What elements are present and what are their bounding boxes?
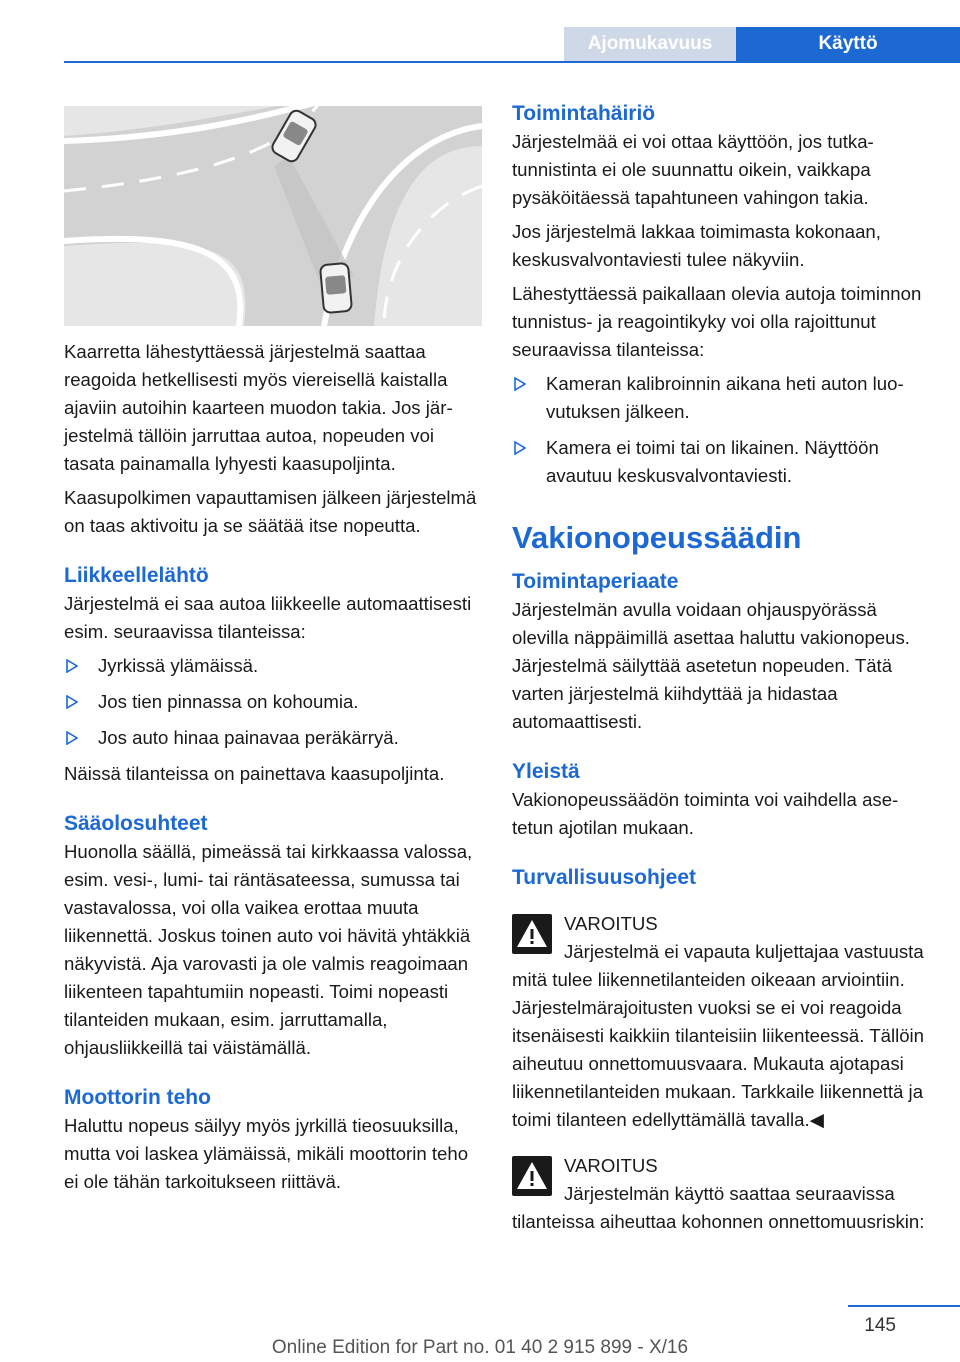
warning-title: VAROITUS [564, 1155, 658, 1176]
after-bullets-paragraph: Näissä tilanteissa on painettava kaasupoljinta. [64, 763, 445, 784]
liikkeellelahto-paragraph: Järjestelmä ei saa autoa liikkeelle automaattisesti esim. seuraavissa tilanteissa: [64, 593, 472, 642]
triangle-right-icon [514, 377, 526, 391]
saaolosuhteet-paragraph: Huonolla säällä, pimeässä tai kirkkaassa valossa, esim. vesi-, lumi- tai räntäsateessa, sumussa tai vastavalossa, voi olla vaikea erottaa muuta liikennettä. Joskus toinen auto voi hävitä yhtäkkiä näkyvistä. Aja varovasti ja ole valmis reagoimaan liikenteen tapahtumiin nopeasti. Toimi nopeasti tilanteiden mukaan, esim. jarruttamalla, ohjausliikkeillä tai väistämällä. [64, 841, 473, 1058]
warning-triangle-icon [512, 914, 552, 954]
list-item-text: Kamera ei toimi tai on likainen. Näyttöön avautuu keskusvalvontaviesti. [546, 437, 879, 486]
warning-text-span: Järjestelmän käyttö saattaa seuraavissa tilanteissa aiheuttaa kohonnen onnettomuusriskin: [512, 1183, 925, 1232]
list-item [64, 724, 482, 752]
list-item [64, 652, 482, 680]
curve-illustration [64, 106, 482, 326]
heading-turvallisuusohjeet: Turvallisuusohjeet [512, 866, 696, 889]
warning-block-2 [512, 1152, 930, 1236]
heading-toimintahairio: Toimintahäiriö [512, 102, 656, 125]
bullet-list-camera [512, 370, 930, 490]
left-column [64, 106, 482, 1202]
triangle-right-icon [66, 695, 78, 709]
right-column [512, 100, 930, 1242]
heading-yleista: Yleistä [512, 760, 580, 783]
toimintahairio-paragraph-3: Lähestyttäessä paikallaan olevia autoja toiminnon tunnistus- ja reagointikyky voi olla rajoittunut seuraavissa tilanteissa: [512, 283, 922, 360]
header-tabs [564, 27, 960, 61]
page-number: 145 [864, 1315, 896, 1336]
warning-text-span: Järjestelmä ei vapauta kuljettajaa vastuusta mitä tulee liikennetilanteiden oikeaan arviointiin. Järjestelmärajoitusten vuoksi se ei voi reagoida itsenäisesti kaikkiin tilanteisiin liikenteessä. Tällöin aiheutuu onnettomuusvaara. Mukauta ajotapasi liikennetilanteiden mukaan. Tarkkaile liikennettä ja toimi tilanteen edellyttämällä tavalla.◀ [512, 941, 925, 1130]
triangle-right-icon [66, 731, 78, 745]
warning-block-1 [512, 910, 930, 1134]
figure-caption-paragraph: Kaarretta lähestyttäessä järjestelmä saattaa reagoida hetkellisesti myös viereisellä kaistalla ajaviin autoihin kaarteen muodon takia. Jos järjestelmä tällöin jarruttaa autoa, nopeuden voi tasata painamalla lyhyesti kaasupoljinta. [64, 341, 453, 474]
warning-title: VAROITUS [564, 913, 658, 934]
warning-text [512, 1180, 930, 1236]
chapter-tab: Käyttö [736, 27, 960, 61]
yleista-paragraph: Vakionopeussäädön toiminta voi vaihdella asetetun ajotilan mukaan. [512, 789, 899, 838]
heading-vakionopeussaadin: Vakionopeussäädin [512, 520, 802, 555]
footer-rule [848, 1305, 960, 1307]
moottorin-teho-paragraph: Haluttu nopeus säilyy myös jyrkillä tieosuuksilla, mutta voi laskea ylämäissä, mikäli moottorin teho ei ole tähän tarkoitukseen riittävä. [64, 1115, 469, 1192]
triangle-right-icon [66, 659, 78, 673]
heading-moottorin-teho: Moottorin teho [64, 1086, 211, 1109]
list-item [512, 434, 930, 490]
road-curve-image [64, 106, 482, 326]
heading-toimintaperiaate: Toimintaperiaate [512, 570, 679, 593]
triangle-right-icon [514, 441, 526, 455]
accelerator-paragraph: Kaasupolkimen vapauttamisen jälkeen järjestelmä on taas aktivoitu ja se säätää itse nopeutta. [64, 487, 477, 536]
toimintahairio-paragraph-1: Järjestelmää ei voi ottaa käyttöön, jos tutkatunnistinta ei ole suunnattu oikein, vaikkapa pysäköitäessä tapahtuneen vahingon takia. [512, 131, 874, 208]
list-item-text: Jos tien pinnassa on kohoumia. [98, 691, 359, 712]
heading-saaolosuhteet: Sääolosuhteet [64, 812, 208, 835]
toimintahairio-paragraph-2: Jos järjestelmä lakkaa toimimasta kokonaan, keskusvalvontaviesti tulee näkyviin. [512, 221, 881, 270]
warning-triangle-icon [512, 1156, 552, 1196]
warning-text [512, 938, 930, 1134]
header-rule [64, 61, 960, 63]
list-item-text: Kameran kalibroinnin aikana heti auton luovutuksen jälkeen. [546, 373, 904, 422]
list-item [512, 370, 930, 426]
toimintaperiaate-paragraph: Järjestelmän avulla voidaan ohjauspyörässä olevilla näppäimillä asettaa haluttu vakionopeus. Järjestelmä säilyttää asetetun nopeuden. Tätä varten järjestelmä kiihdyttää ja hidastaa automaattisesti. [512, 599, 910, 732]
list-item-text: Jos auto hinaa painavaa peräkärryä. [98, 727, 399, 748]
heading-liikkeellelahto: Liikkeellelähtö [64, 564, 209, 587]
footer-edition: Online Edition for Part no. 01 40 2 915 899 - X/16 [271, 1337, 689, 1358]
list-item [64, 688, 482, 716]
bullet-list-start [64, 652, 482, 752]
list-item-text: Jyrkissä ylämäissä. [98, 655, 259, 676]
section-tab: Ajomukavuus [564, 27, 736, 61]
